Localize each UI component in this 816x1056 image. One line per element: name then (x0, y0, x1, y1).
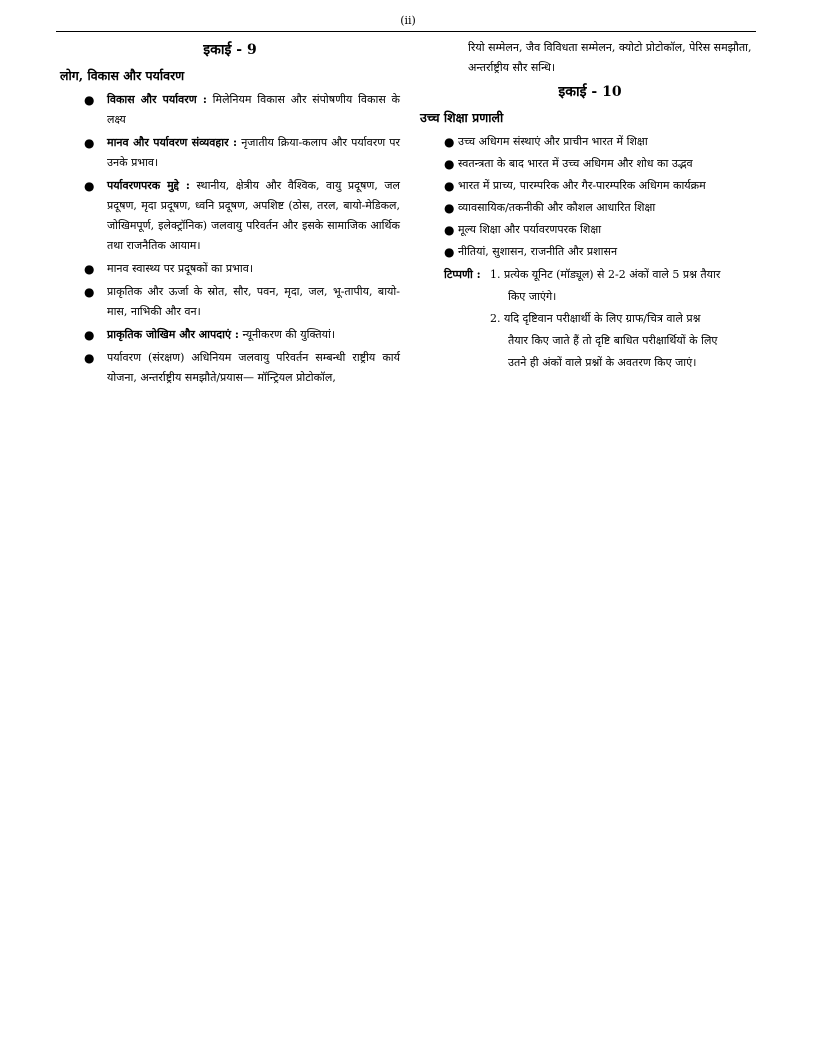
list-item (420, 176, 760, 196)
topic-text: न्यूनीकरण की युक्तियां। (238, 328, 336, 341)
list-item (60, 325, 400, 345)
unit-9-section-title: लोग, विकास और पर्यावरण (60, 68, 185, 83)
bullet-icon: ● (444, 201, 455, 215)
note-2 (420, 308, 760, 374)
bullet-icon: ● (84, 328, 95, 342)
topic-text: प्राकृतिक और ऊर्जा के स्रोत, सौर, पवन, मृदा, जल, भू-तापीय, बायो-मास, नाभिकी और वन। (107, 285, 400, 318)
topic-text: भारत में प्राच्य, पारम्परिक और गैर-पारम्परिक अधिगम कार्यक्रम (458, 179, 706, 192)
right-column (420, 38, 760, 374)
unit-10-title: इकाई - 10 (558, 84, 622, 100)
list-item (60, 259, 400, 279)
notes-label: टिप्पणी : (444, 268, 481, 281)
list-item (420, 154, 760, 174)
bullet-icon: ● (444, 223, 455, 237)
note-1-line-1: 1. प्रत्येक यूनिट (मॉड्यूल) से 2-2 अंकों वाले 5 प्रश्न तैयार (490, 268, 721, 281)
topic-text: मूल्य शिक्षा और पर्यावरणपरक शिक्षा (458, 223, 602, 236)
unit-9-continuation: रियो सम्मेलन, जैव विविधता सम्मेलन, क्योटो प्रोटोकॉल, पेरिस समझौता, अन्तर्राष्ट्रीय सौर सन्धि। (468, 41, 752, 74)
topic-text: नृजातीय क्रिया-कलाप और पर्यावरण पर उनके प्रभाव। (107, 136, 400, 169)
topic-text: उच्च अधिगम संस्थाएं और प्राचीन भारत में शिक्षा (458, 135, 648, 148)
list-item (420, 132, 760, 152)
bullet-icon: ● (84, 351, 95, 365)
left-column (60, 38, 400, 391)
note-2-line-3: उतने ही अंकों वाले प्रश्नों के अवतरण किए जाएं। (508, 356, 697, 369)
unit-9-topic-list (60, 90, 400, 388)
topic-text: व्यावसायिक/तकनीकी और कौशल आधारित शिक्षा (458, 201, 656, 214)
topic-label: प्राकृतिक जोखिम और आपदाएं : (107, 328, 239, 341)
unit-9-title: इकाई - 9 (203, 42, 257, 58)
note-2-line-2: तैयार किए जाते हैं तो दृष्टि बाधित परीक्षार्थियों के लिए (508, 334, 718, 347)
note-2-line-1: 2. यदि दृष्टिवान परीक्षार्थी के लिए ग्राफ/चित्र वाले प्रश्न (490, 312, 701, 325)
list-item (60, 133, 400, 173)
bullet-icon: ● (84, 136, 95, 150)
list-item (60, 176, 400, 256)
topic-text: स्वतन्त्रता के बाद भारत में उच्च अधिगम और शोध का उद्भव (458, 157, 693, 170)
topic-text: नीतियां, सुशासन, राजनीति और प्रशासन (458, 245, 618, 258)
topic-text: पर्यावरण (संरक्षण) अधिनियम जलवायु परिवर्तन सम्बन्धी राष्ट्रीय कार्य योजना, अन्तर्राष्ट्रीय समझौते/प्रयास— मॉन्ट्रियल प्रोटोकॉल, (107, 351, 400, 384)
bullet-icon: ● (444, 135, 455, 149)
bullet-icon: ● (84, 285, 95, 299)
list-item (420, 220, 760, 240)
list-item (420, 198, 760, 218)
note-1-line-2: किए जाएंगे। (508, 290, 557, 303)
unit-10-section-title: उच्च शिक्षा प्रणाली (420, 110, 504, 125)
bullet-icon: ● (84, 179, 95, 193)
bullet-icon: ● (84, 93, 95, 107)
page-number: (ii) (400, 14, 416, 27)
bullet-icon: ● (444, 245, 455, 259)
list-item (420, 242, 760, 262)
list-item (60, 282, 400, 322)
topic-text: मिलेनियम विकास और संपोषणीय विकास के लक्ष्य (107, 93, 401, 126)
bullet-icon: ● (444, 179, 455, 193)
topic-text: मानव स्वास्थ्य पर प्रदूषकों का प्रभाव। (107, 262, 253, 275)
notes-block (420, 264, 760, 374)
bullet-icon: ● (84, 262, 95, 276)
unit-10-topic-list (420, 132, 760, 262)
topic-text: स्थानीय, क्षेत्रीय और वैश्विक, वायु प्रदूषण, जल प्रदूषण, मृदा प्रदूषण, ध्वनि प्रदूषण, अपशिष्ट (ठोस, तरल, बायो-मेडिकल, जोखिमपूर्ण, इलेक्ट्रॉनिक) जलवायु परिवर्तन और इसके सामाजिक आर्थिक तथा राजनैतिक आयाम। (107, 179, 400, 252)
topic-label: मानव और पर्यावरण संव्यवहार : (107, 136, 238, 149)
note-1 (420, 264, 760, 308)
topic-label: पर्यावरणपरक मुद्दे : (107, 179, 190, 192)
topic-label: विकास और पर्यावरण : (107, 93, 207, 106)
bullet-icon: ● (444, 157, 455, 171)
list-item (60, 348, 400, 388)
header-rule (56, 31, 756, 32)
list-item (60, 90, 400, 130)
